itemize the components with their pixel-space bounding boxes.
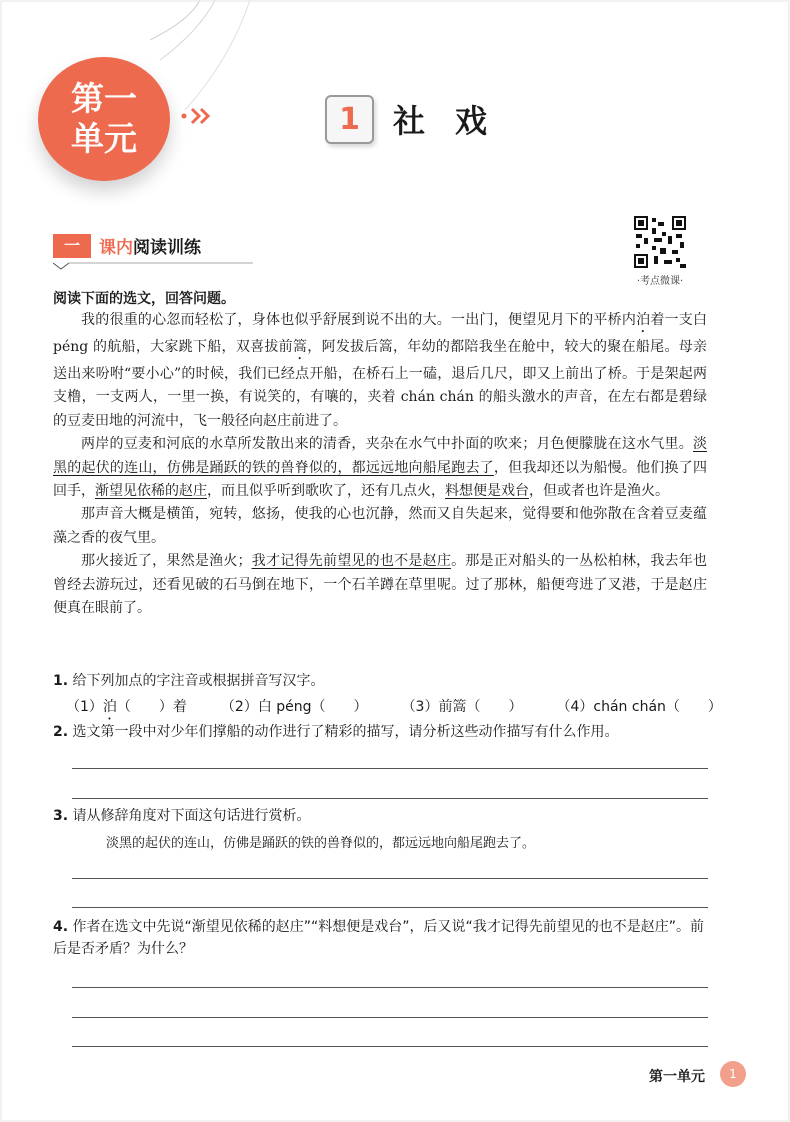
question-1	[53, 670, 713, 692]
reading-instruction: 阅读下面的选文，回答问题。	[53, 291, 235, 307]
sub-item-text: chán chán（ ）	[593, 699, 722, 715]
passage-paragraph-3: 那声音大概是横笛，宛转，悠扬，使我的心也沉静，然而又自失起来，觉得要和他弥散在含着豆麦蕴藻之香的夜气里。	[53, 506, 707, 546]
question-2	[53, 721, 713, 743]
lesson-title: 社戏	[393, 102, 518, 140]
answer-line[interactable]	[72, 1017, 708, 1018]
passage-text: 我的很重的心忽而轻松了，身体也似乎舒展到说不出的大。一出门，便望见月下的平桥内	[81, 312, 637, 328]
passage-paragraph-4	[53, 550, 707, 620]
passage-paragraph-2	[53, 433, 707, 503]
question-text: 选文第一段中对少年们撑船的动作进行了精彩的描写，请分析这些动作描写有什么作用。	[72, 724, 619, 740]
question-number: 2.	[53, 724, 69, 740]
underlined-sentence: 渐望见依稀的赵庄	[95, 483, 207, 500]
unit-badge-line2: 单元	[71, 119, 137, 158]
section-title-rest: 阅读训练	[133, 238, 201, 258]
section-title	[99, 233, 201, 258]
section-underline-decoration	[53, 262, 253, 270]
footer-unit-label: 第一单元	[649, 1069, 705, 1085]
passage-text: 。那是正对船头的一丛松柏林，我去年也曾经去游玩过，还看见破的石马倒在地下，一个石羊蹲在草里呢。过了那林，船便弯进了叉港，于是赵庄便真在眼前了。	[53, 553, 708, 617]
question-text: 请从修辞角度对下面这句话进行赏析。	[72, 808, 311, 824]
qr-label: ·考点微课·	[636, 276, 684, 287]
reading-passage	[53, 309, 707, 620]
passage-text: 两岸的豆麦和河底的水草所发散出来的清香，夹杂在水气中扑面的吹来；月色便朦胧在这水气里。	[81, 436, 693, 453]
qr-code-icon[interactable]	[632, 214, 688, 270]
sub-item-label: （4）	[556, 699, 594, 715]
double-chevron-icon	[180, 106, 214, 126]
passage-text: ，阿发拔后篙，年幼的都陪我坐在舱中，较大的聚在船尾。母亲送出来吩咐“要小心”的时候，我们已经点开船，在桥石上一磕，退后几尺，即又上前出了桥。于是架起两支橹，一支两人，一里一换，有说笑的，有嚷的，夹着 chán chán 的船头激水的声音，在左右都是碧绿的豆麦田地的河流中，飞一般径向赵庄前进了。	[53, 339, 708, 429]
unit-badge	[38, 57, 170, 181]
question-4	[53, 916, 713, 960]
question-3	[53, 805, 713, 827]
answer-line[interactable]	[72, 1046, 708, 1047]
answer-line[interactable]	[72, 907, 708, 908]
passage-text: 着一支白 péng 的航船，大家跳下船，双喜拔前	[53, 312, 708, 355]
passage-text: ，但或者也许是渔火。	[529, 483, 669, 500]
passage-text: 那火接近了，果然是渔火；	[81, 553, 252, 570]
dotted-character: 泊	[636, 312, 651, 328]
lesson-number: 1	[325, 95, 374, 144]
underlined-sentence: 淡黑的起伏的连山，仿佛是踊跃的铁的兽脊似的，都远远地向船尾跑去了	[53, 436, 707, 476]
section-number: 一	[53, 234, 91, 258]
section-title-highlight: 课内	[99, 238, 133, 258]
passage-text: ，但我却还以为船慢。他们换了四回手，	[53, 459, 708, 500]
question-number: 3.	[53, 808, 69, 824]
question-number: 1.	[53, 673, 69, 689]
answer-line[interactable]	[72, 798, 708, 799]
sub-item-1[interactable]	[66, 696, 187, 723]
sub-item-label: （2）	[220, 699, 258, 715]
sub-item-label: （3）	[401, 699, 439, 715]
sub-item-2[interactable]	[221, 696, 368, 723]
dotted-character: 篙	[292, 339, 308, 355]
answer-line[interactable]	[72, 878, 708, 879]
answer-line[interactable]	[72, 987, 708, 988]
quoted-sentence: 淡黑的起伏的连山，仿佛是踊跃的铁的兽脊似的，都远远地向船尾跑去了。	[106, 836, 536, 851]
question-number: 4.	[53, 919, 69, 935]
question-text: 给下列加点的字注音或根据拼音写汉字。	[72, 673, 325, 689]
question-1-items	[66, 696, 722, 723]
answer-line[interactable]	[72, 768, 708, 769]
underlined-sentence: 我才记得先前望见的也不是赵庄	[251, 553, 452, 570]
sub-item-text: （ ）着	[116, 699, 187, 715]
page-number: 1	[720, 1061, 746, 1087]
sub-item-3[interactable]	[402, 696, 523, 723]
sub-item-text: 前篙（ ）	[438, 699, 523, 715]
sub-item-text: 白 péng（ ）	[257, 699, 368, 715]
passage-text: ，而且似乎听到歌吹了，还有几点火，	[207, 483, 445, 500]
question-text: 作者在选文中先说“渐望见依稀的赵庄”“料想便是戏台”，后又说“我才记得先前望见的也不是赵庄”。前后是否矛盾？为什么？	[53, 919, 705, 957]
dotted-character: 泊	[102, 699, 117, 715]
underlined-sentence: 料想便是戏台	[445, 483, 529, 500]
passage-paragraph-1	[53, 309, 707, 433]
unit-badge-line1: 第一	[71, 79, 137, 118]
sub-item-label: （1）	[66, 699, 103, 715]
sub-item-4[interactable]	[556, 696, 721, 723]
